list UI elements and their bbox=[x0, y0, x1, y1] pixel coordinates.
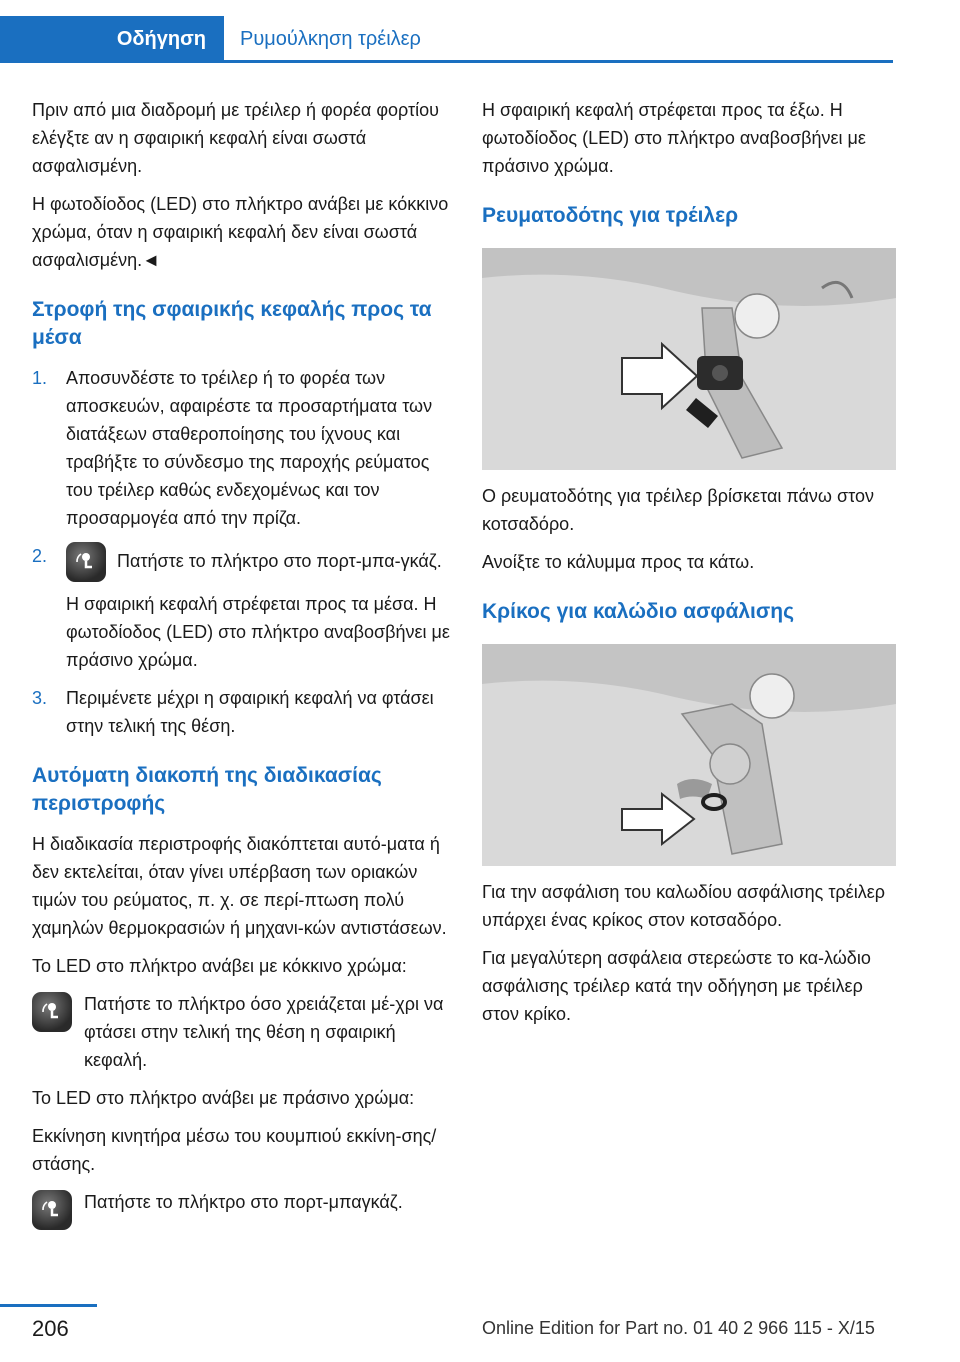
paragraph: Το LED στο πλήκτρο ανάβει με πράσινο χρώμα: bbox=[32, 1088, 415, 1108]
right-column bbox=[482, 96, 896, 1038]
paragraph: Ο ρευματοδότης για τρέιλερ βρίσκεται πάνω στον κοτσαδόρο. bbox=[482, 486, 874, 534]
paragraph: Η σφαιρική κεφαλή στρέφεται προς τα έξω. Η φωτοδίοδος (LED) στο πλήκτρο αναβοσβήνει με πράσινο χρώμα. bbox=[482, 100, 866, 176]
section-heading-ring: Κρίκος για καλώδιο ασφάλισης bbox=[482, 600, 794, 623]
tab-trailer-towing[interactable]: Ρυμούλκηση τρέιλερ bbox=[240, 28, 421, 50]
header-bar bbox=[0, 0, 960, 64]
paragraph: Ανοίξτε το κάλυμμα προς τα κάτω. bbox=[482, 552, 755, 572]
icon-paragraph bbox=[32, 1188, 450, 1232]
list-item bbox=[32, 364, 450, 532]
paragraph: Για την ασφάλιση του καλωδίου ασφάλισης τρέιλερ υπάρχει ένας κρίκος στον κοτσαδόρο. bbox=[482, 882, 885, 930]
hitch-button-icon bbox=[66, 542, 106, 582]
step-subtext: Η σφαιρική κεφαλή στρέφεται προς τα μέσα. Η φωτοδίοδος (LED) στο πλήκτρο αναβοσβήνει με πράσινο χρώμα. bbox=[66, 594, 450, 670]
paragraph: Για μεγαλύτερη ασφάλεια στερεώστε το κα-λώδιο ασφάλισης τρέιλερ κατά την οδήγηση με τρέιλερ στον κρίκο. bbox=[482, 948, 871, 1024]
header-divider bbox=[0, 60, 893, 63]
step-text: Πατήστε το πλήκτρο στο πορτ-μπα-γκάζ. bbox=[117, 550, 442, 571]
steps-list bbox=[32, 364, 450, 740]
hitch-button-icon bbox=[32, 992, 72, 1032]
step-number: 2. bbox=[32, 546, 48, 566]
step-text-with-icon bbox=[66, 542, 450, 582]
paragraph: Το LED στο πλήκτρο ανάβει με κόκκινο χρώμα: bbox=[32, 956, 407, 976]
footer-divider bbox=[0, 1304, 97, 1307]
list-item bbox=[32, 542, 450, 674]
section-heading-inward: Στροφή της σφαιρικής κεφαλής προς τα μέσα bbox=[32, 298, 432, 349]
paragraph: Εκκίνηση κινητήρα μέσω του κουμπιού εκκίνη-σης/στάσης. bbox=[32, 1126, 437, 1174]
edition-label: Online Edition for Part no. 01 40 2 966 115 - X/15 bbox=[482, 1318, 875, 1338]
paragraph: Η διαδικασία περιστροφής διακόπτεται αυτό-ματα ή δεν εκτελείται, όταν γίνει υπέρβαση των οριακών τιμών του ρεύματος, π. χ. σε περί-πτωση πολύ χαμηλών θερμοκρασιών ή μηχανι-κών αντιστάσεων. bbox=[32, 834, 447, 938]
page-number: 206 bbox=[32, 1316, 69, 1341]
section-heading-auto-stop: Αυτόματη διακοπή της διαδικασίας περιστροφής bbox=[32, 764, 382, 815]
tab-driving[interactable]: Οδήγηση bbox=[0, 16, 224, 63]
step-text: Περιμένετε μέχρι η σφαιρική κεφαλή να φτάσει στην τελική της θέση. bbox=[66, 688, 434, 736]
trailer-socket-illustration bbox=[482, 248, 896, 470]
paragraph: Η φωτοδίοδος (LED) στο πλήκτρο ανάβει με κόκκινο χρώμα, όταν η σφαιρική κεφαλή δεν είναι σωστά ασφαλισμένη.◄ bbox=[32, 194, 449, 270]
step-number: 3. bbox=[32, 688, 48, 708]
section-heading-socket: Ρευματοδότης για τρέιλερ bbox=[482, 204, 739, 227]
paragraph: Πριν από μια διαδρομή με τρέιλερ ή φορέα φορτίου ελέγξτε αν η σφαιρική κεφαλή είναι σωστά ασφαλισμένη. bbox=[32, 100, 439, 176]
paragraph-text: Πατήστε το πλήκτρο στο πορτ-μπαγκάζ. bbox=[84, 1192, 403, 1212]
icon-paragraph bbox=[32, 990, 450, 1074]
step-number: 1. bbox=[32, 368, 48, 388]
step-text: Αποσυνδέστε το τρέιλερ ή το φορέα των αποσκευών, αφαιρέστε τα προσαρτήματα των διατάξεων σταθεροποίησης του ίχνους και τραβήξτε το σύνδεσμο της παροχής ρεύματος του τρέιλερ καθώς ενδεχομένως και τον προσαρμογέα από την πρίζα. bbox=[66, 368, 433, 528]
left-column bbox=[32, 96, 450, 1242]
paragraph-text: Πατήστε το πλήκτρο όσο χρειάζεται μέ-χρι να φτάσει στην τελική της θέση η σφαιρική κεφαλή. bbox=[84, 994, 444, 1070]
safety-cable-ring-illustration bbox=[482, 644, 896, 866]
list-item bbox=[32, 684, 450, 740]
hitch-button-icon bbox=[32, 1190, 72, 1230]
